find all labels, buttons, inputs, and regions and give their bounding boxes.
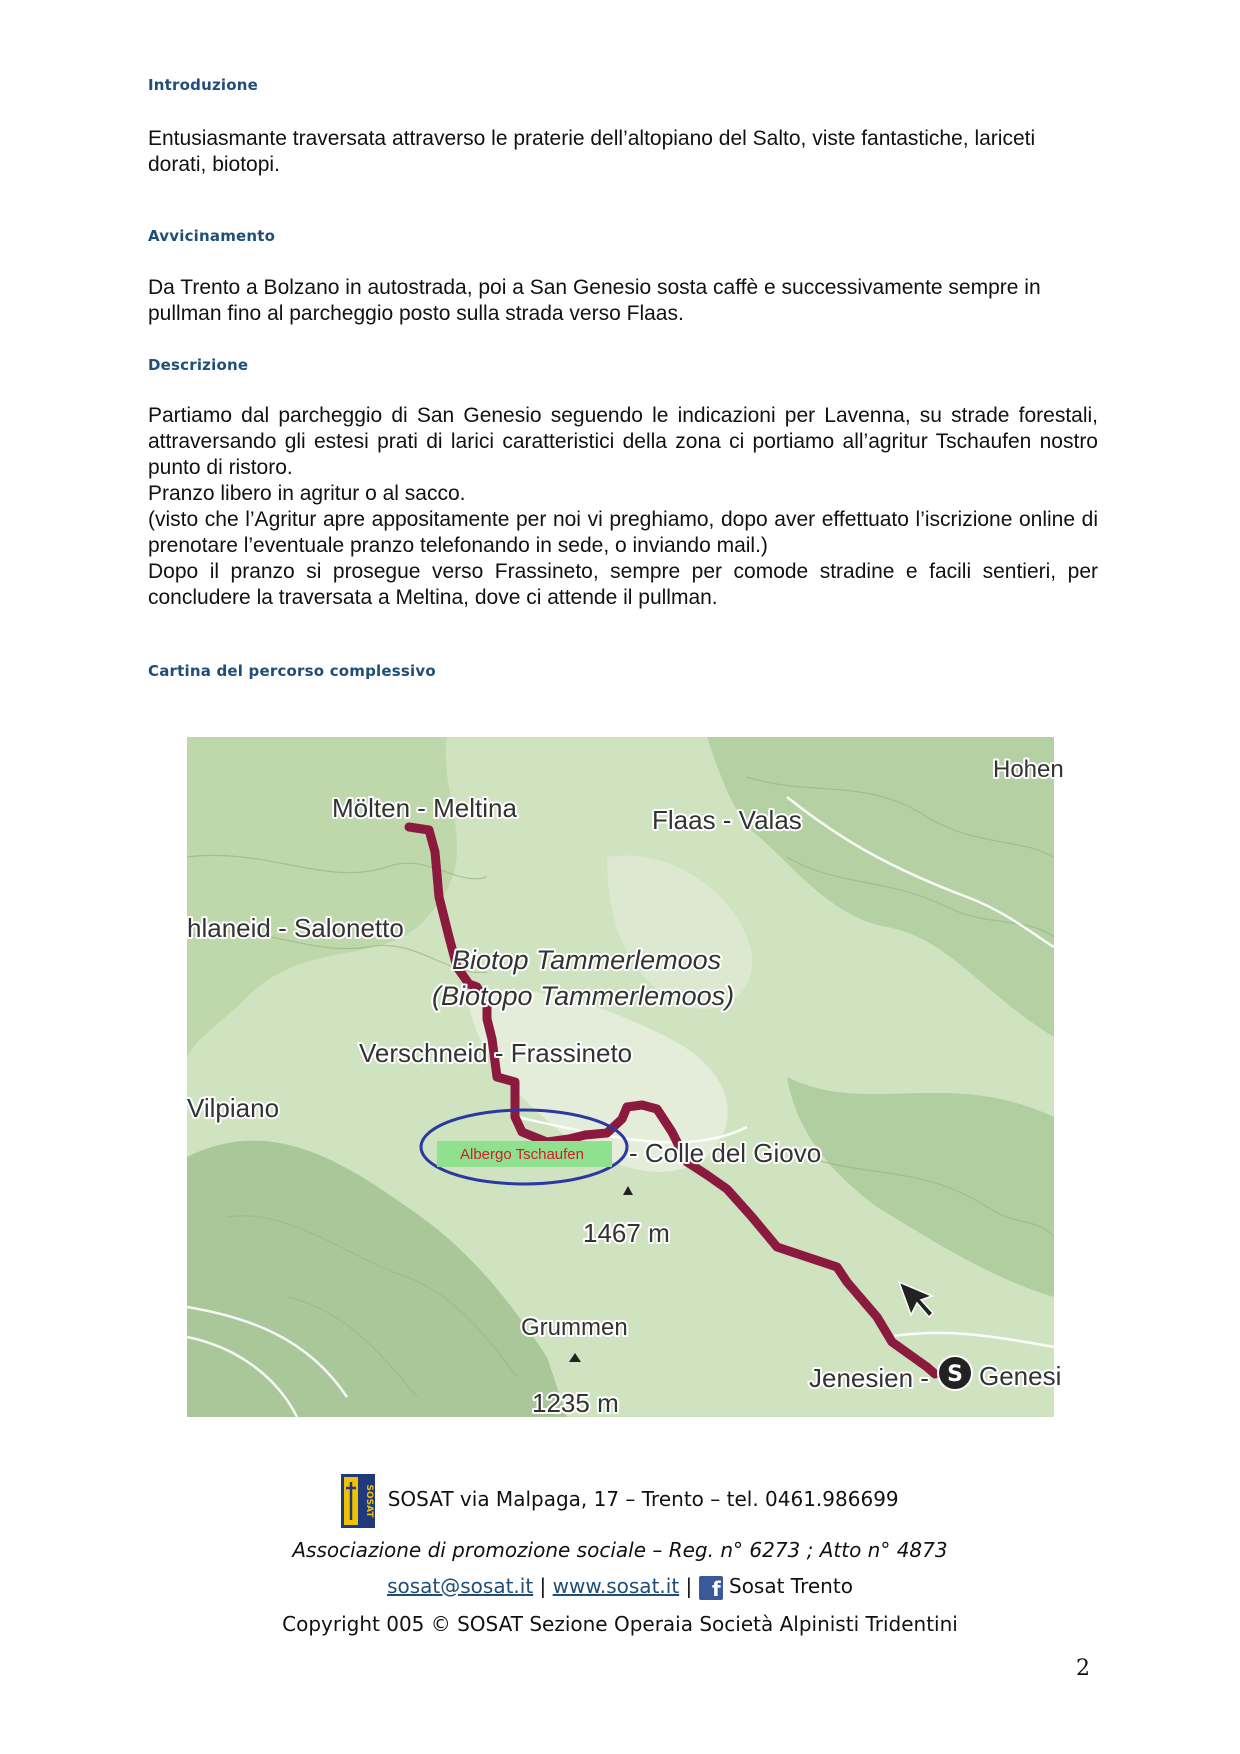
facebook-icon[interactable]: f [699, 1576, 723, 1600]
footer-address-line [0, 1471, 1240, 1528]
map-label-hohen: Hohen [993, 756, 1064, 783]
albergo-label: Albergo Tschaufen [460, 1146, 584, 1163]
map-label-biotopo: (Biotopo Tammerlemoos) [432, 981, 735, 1011]
footer-separator: | [539, 1574, 547, 1598]
map-label-jenesien: Jenesien - [809, 1363, 929, 1393]
sosat-logo [341, 1474, 375, 1528]
map-label-genesi: Genesi [979, 1361, 1062, 1391]
website-link[interactable]: www.sosat.it [552, 1574, 680, 1598]
footer-association: Associazione di promozione sociale – Reg. n° 6273 ; Atto n° 4873 [292, 1538, 948, 1562]
sosat-logo-text: SOSAT [364, 1483, 375, 1518]
description-text [148, 403, 1098, 611]
route-map-graphic [187, 737, 1064, 1418]
footer-address: SOSAT via Malpaga, 17 – Trento – tel. 0461.986699 [387, 1487, 899, 1511]
footer-links [0, 1574, 1240, 1600]
route-map [187, 737, 1064, 1418]
description-paragraph-3: (visto che l’Agritur apre appositamente per noi vi preghiamo, dopo aver effettuato l’iscrizione online di prenotare l’eventuale pranzo telefonando in sede, o inviando mail.) [148, 508, 1098, 557]
description-paragraph-2: Pranzo libero in agritur o al sacco. [148, 482, 466, 505]
map-label-peak-1235: 1235 m [532, 1388, 619, 1418]
start-marker-label: S [947, 1362, 963, 1387]
footer-separator: | [685, 1574, 693, 1598]
page-number: 2 [1076, 1656, 1090, 1681]
map-label-peak-1467: 1467 m [583, 1218, 670, 1248]
map-label-salonetto: hlaneid - Salonetto [187, 913, 404, 943]
description-paragraph-1: Partiamo dal parcheggio di San Genesio seguendo le indicazioni per Lavenna, su strade forestali, attraversando gli estesi prati di larici caratteristici della zona ci portiamo all’agritur Tschaufen nostro punto di ristoro. [148, 404, 1098, 479]
facebook-link[interactable]: Sosat Trento [729, 1574, 853, 1598]
map-label-grummen: Grummen [521, 1314, 628, 1341]
heading-avvicinamento: Avvicinamento [148, 227, 276, 245]
intro-text: Entusiasmante traversata attraverso le praterie dell’altopiano del Salto, viste fantastiche, lariceti dorati, biotopi. [148, 127, 1036, 176]
email-link[interactable]: sosat@sosat.it [387, 1574, 534, 1598]
map-label-verschneid: Verschneid - Frassineto [359, 1038, 633, 1068]
map-label-biotop: Biotop Tammerlemoos [452, 945, 722, 975]
heading-introduzione: Introduzione [148, 76, 258, 94]
heading-cartina: Cartina del percorso complessivo [148, 662, 436, 680]
description-paragraph-4: Dopo il pranzo si prosegue verso Frassineto, sempre per comode stradine e facili sentieri, per concludere la traversata a Meltina, dove ci attende il pullman. [148, 560, 1098, 609]
heading-descrizione: Descrizione [148, 356, 249, 374]
map-label-colle: - Colle del Giovo [629, 1138, 822, 1168]
map-label-vilpiano: Vilpiano [187, 1093, 280, 1123]
footer-copyright: Copyright 005 © SOSAT Sezione Operaia Società Alpinisti Tridentini [282, 1612, 958, 1636]
approach-text: Da Trento a Bolzano in autostrada, poi a San Genesio sosta caffè e successivamente sempre in pullman fino al parcheggio posto sulla strada verso Flaas. [148, 276, 1041, 325]
map-label-molten: Mölten - Meltina [332, 793, 517, 823]
map-label-flaas: Flaas - Valas [652, 805, 802, 835]
